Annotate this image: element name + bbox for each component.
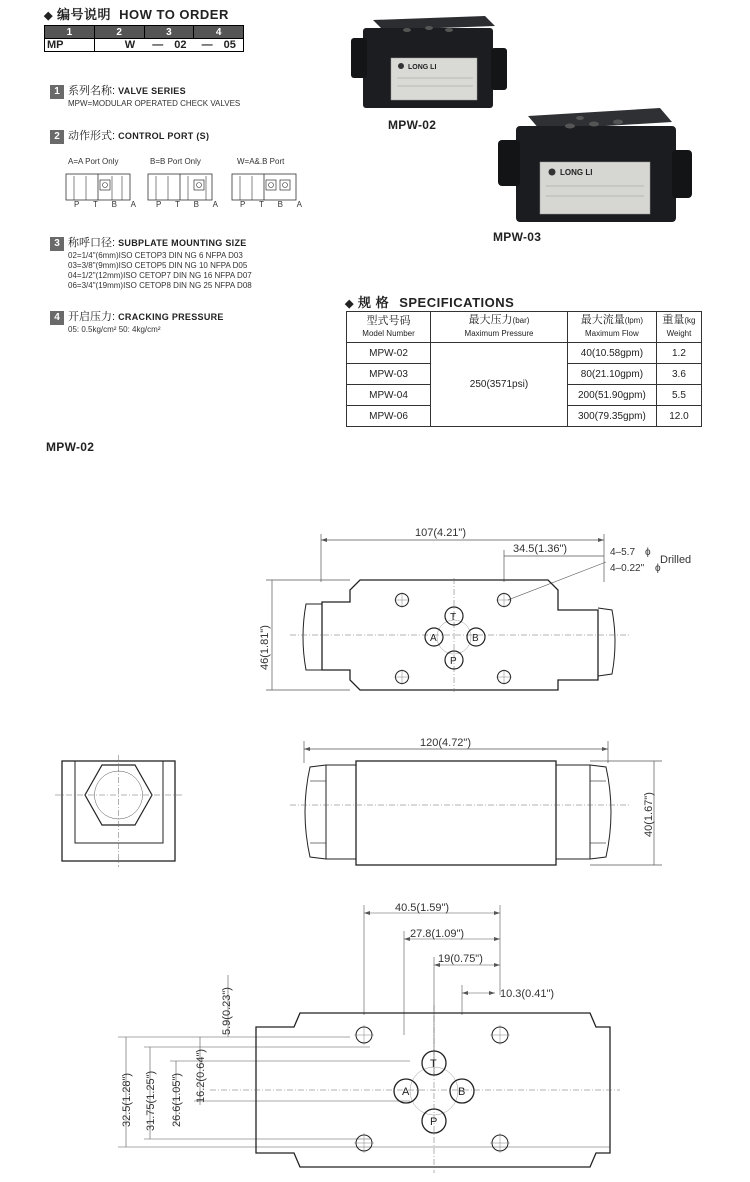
section-line: 05: 0.5kg/cm² 50: 4kg/cm² [68, 325, 161, 334]
flow-cell: 200(51.90gpm) [567, 385, 656, 406]
brand-label: LONG LI [560, 168, 593, 177]
spec-header-cell [656, 312, 701, 343]
spec-header-cell [431, 312, 568, 343]
spec-header-cell [567, 312, 656, 343]
section-number: 1 [50, 85, 64, 99]
section-title-cn: 开启压力: [68, 311, 116, 323]
order-num: 4 [194, 26, 244, 39]
section-line: MPW=MODULAR OPERATED CHECK VALVES [68, 99, 241, 108]
port-type-label-b: B=B Port Only [150, 157, 201, 166]
section-line: 03=3/8"(9mm)ISO CETOP5 DIN NG 10 NFPA D05 [68, 261, 248, 270]
spec-title-en: SPECIFICATIONS [399, 295, 515, 310]
header-cn: 重量 [662, 314, 685, 326]
order-num: 2 [94, 26, 144, 39]
dim-side-height: 40(1.67") [643, 792, 655, 837]
order-code-part: W [124, 39, 136, 51]
phi-symbol: ϕ [645, 547, 651, 558]
order-title-cn: 编号说明 [56, 7, 111, 22]
port-letter: B [277, 200, 283, 209]
header-cn: 型式号码 [366, 314, 411, 327]
port-t-label: T [430, 1058, 437, 1070]
port-letter: B [193, 200, 199, 209]
model-cell: MPW-06 [347, 406, 431, 427]
port-symbol-b [148, 174, 212, 200]
port-letter: T [93, 200, 98, 209]
pressure-cell: 250(3571psi) [431, 343, 568, 427]
order-num: 1 [45, 26, 95, 39]
header-cn-wrap [434, 314, 564, 327]
port-letter: B [111, 200, 117, 209]
order-code-part: 02 [174, 39, 187, 51]
brand-label: LONG LI [408, 64, 437, 71]
port-letter: P [240, 200, 246, 209]
section-title-en: CONTROL PORT (S) [118, 131, 210, 141]
spec-header [345, 292, 514, 311]
order-code-part: — [152, 39, 164, 51]
weight-cell: 3.6 [656, 364, 701, 385]
port-letters-a [74, 200, 136, 210]
port-letter: T [175, 200, 180, 209]
header-cn-wrap [571, 314, 653, 327]
port-letter: P [156, 200, 162, 209]
header-cn: 最大压力 [468, 314, 513, 326]
order-title-en: HOW TO ORDER [119, 7, 229, 22]
order-code-part: 05 [223, 39, 236, 51]
section-title-en: CRACKING PRESSURE [118, 312, 224, 322]
port-type-label-a: A=A Port Only [68, 157, 119, 166]
port-letter: T [259, 200, 264, 209]
flow-cell: 300(79.35gpm) [567, 406, 656, 427]
port-a-label: A [430, 633, 437, 644]
port-p-label: P [450, 656, 457, 667]
section-number: 4 [50, 311, 64, 325]
header-unit: (kg [684, 316, 696, 325]
spec-header-cell [347, 312, 431, 343]
order-code: MP [45, 39, 95, 52]
section-line: 04=1/2"(12mm)ISO CETOP7 DIN NG 16 NFPA D07 [68, 271, 252, 280]
dim-side-width: 120(4.72") [420, 737, 471, 749]
header-en: Maximum Pressure [464, 329, 534, 338]
side-view-drawing [290, 735, 690, 870]
section-title [50, 127, 209, 144]
dim-d1: 40.5(1.59") [395, 902, 450, 914]
dim-v1: 5.9(0.23") [221, 987, 233, 1035]
section-title-cn: 动作形式: [68, 130, 116, 142]
dim-drill-1: 4–5.7 [610, 547, 636, 558]
model-cell: MPW-03 [347, 364, 431, 385]
section-line: 02=1/4"(6mm)ISO CETOP3 DIN NG 6 NFPA D03 [68, 251, 243, 260]
dim-v3: 31.75(1.25") [145, 1070, 157, 1131]
header-unit: (bar) [512, 316, 530, 325]
port-symbol-a [66, 174, 130, 200]
weight-cell: 5.5 [656, 385, 701, 406]
port-b-label: B [458, 1086, 466, 1098]
product-image-mpw03 [490, 100, 700, 230]
section-valve-series [50, 82, 240, 109]
port-letters-w [240, 200, 302, 210]
phi-symbol: ϕ [655, 563, 661, 574]
header-cn-wrap [660, 314, 698, 327]
header-en: Maximum Flow [585, 329, 639, 338]
table-row [347, 343, 702, 364]
section-control-port [50, 127, 209, 144]
section-line: 06=3/4"(19mm)ISO CETOP8 DIN NG 25 NFPA D08 [68, 281, 252, 290]
weight-cell: 12.0 [656, 406, 701, 427]
dim-d4: 10.3(0.41") [500, 988, 555, 1000]
flow-cell: 80(21.10gpm) [567, 364, 656, 385]
dim-v4: 26.6(1.05") [171, 1072, 183, 1127]
product-label-mpw03: MPW-03 [493, 230, 542, 244]
header-cn: 最大流量 [580, 314, 625, 326]
section-subplate-size [50, 234, 252, 291]
order-num: 3 [144, 26, 194, 39]
dim-d3: 19(0.75") [438, 953, 483, 965]
section-title-en: VALVE SERIES [118, 86, 186, 96]
header-unit: (lpm) [624, 316, 643, 325]
end-view-drawing [55, 755, 185, 867]
port-letter: P [74, 200, 80, 209]
spec-title-cn: 规 格 [357, 295, 390, 310]
section-title [50, 82, 240, 99]
top-view-drawing [250, 520, 720, 700]
order-header [44, 4, 229, 23]
port-b-label: B [472, 633, 479, 644]
weight-cell: 1.2 [656, 343, 701, 364]
port-symbol-w [232, 174, 296, 200]
section-title [50, 234, 252, 251]
dim-width: 107(4.21") [415, 527, 466, 539]
header-en: Weight [666, 329, 692, 338]
product-label-mpw02: MPW-02 [388, 118, 437, 132]
section-cracking-pressure [50, 308, 224, 335]
dim-drill-2: 4–0.22" [610, 563, 645, 574]
port-letters-b [156, 200, 218, 210]
diamond-icon: ◆ [345, 298, 354, 310]
section-number: 2 [50, 130, 64, 144]
drawing-title: MPW-02 [46, 440, 95, 454]
port-t-label: T [450, 612, 457, 623]
model-cell: MPW-02 [347, 343, 431, 364]
drilled-label: Drilled [660, 554, 692, 566]
dim-v5: 16.2(0.64") [195, 1048, 207, 1103]
port-letter: A [296, 200, 302, 209]
section-title-cn: 称呼口径: [68, 237, 116, 249]
section-number: 3 [50, 237, 64, 251]
section-title [50, 308, 224, 325]
order-code-part: — [201, 39, 213, 51]
bottom-view-drawing [110, 895, 630, 1175]
dim-d2: 27.8(1.09") [410, 928, 465, 940]
section-title-cn: 系列名称: [68, 85, 116, 97]
dim-offset: 34.5(1.36") [513, 543, 568, 555]
port-type-label-w: W=A&.B Port [237, 157, 285, 166]
flow-cell: 40(10.58gpm) [567, 343, 656, 364]
port-a-label: A [402, 1086, 410, 1098]
section-title-en: SUBPLATE MOUNTING SIZE [118, 238, 247, 248]
port-p-label: P [430, 1116, 438, 1128]
order-code-rest [94, 39, 243, 52]
dim-height: 46(1.81") [259, 625, 271, 670]
port-letter: A [130, 200, 136, 209]
spec-table [346, 311, 702, 427]
port-letter: A [212, 200, 218, 209]
model-cell: MPW-04 [347, 385, 431, 406]
diamond-icon: ◆ [44, 10, 53, 22]
header-en: Model Number [362, 328, 415, 338]
order-code-table [44, 25, 244, 52]
dim-v2: 32.5(1.28") [121, 1072, 133, 1127]
